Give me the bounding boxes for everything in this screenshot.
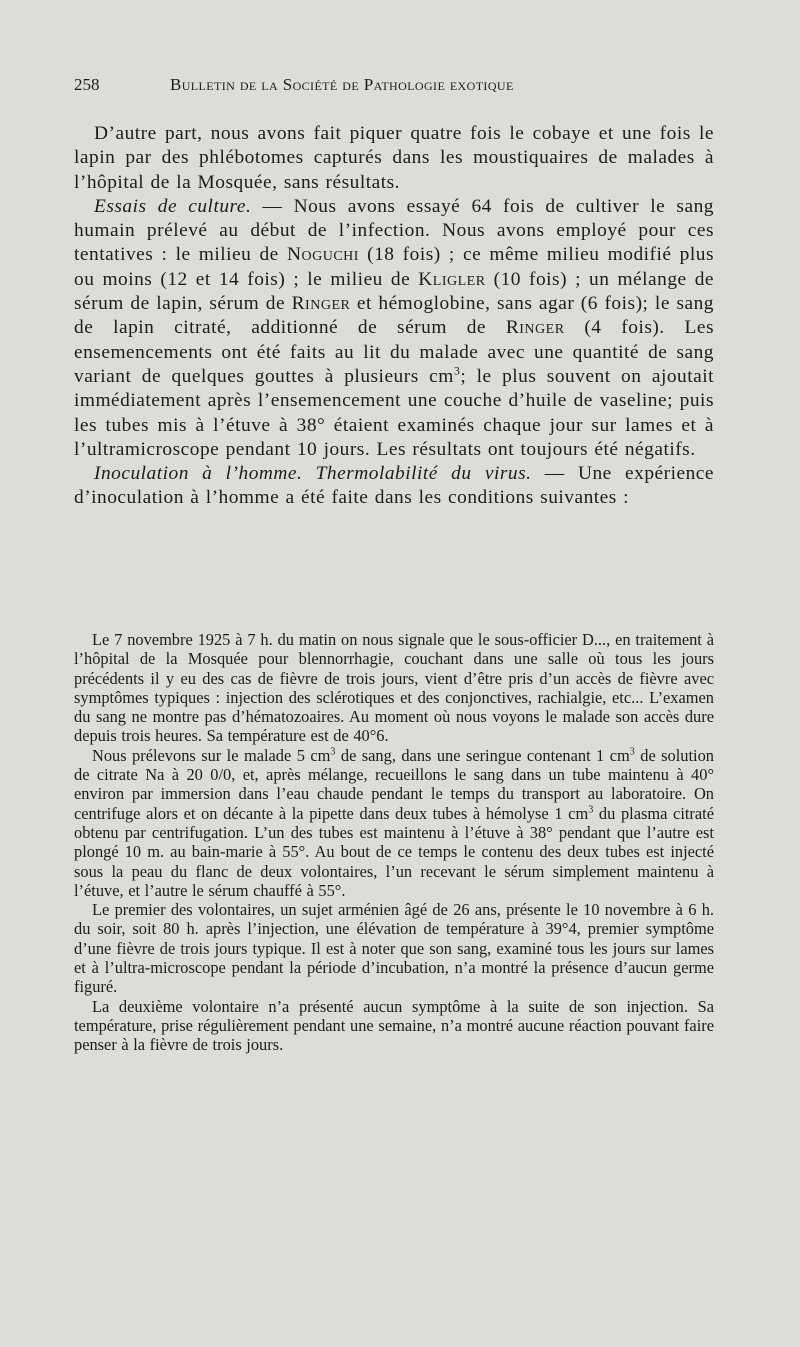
case-paragraph [74, 746, 714, 900]
case-paragraph: Le premier des volontaires, un sujet arménien âgé de 26 ans, présente le 10 novembre à 6 h. du soir, soit 80 h. après l’injection, une élévation de température à 39°4, premier symptôme d’une fièvre de trois jours typique. Il est à noter que son sang, examiné tous les jours sur lames et à l’ultra-microscope pendant la période d’incubation, n’a montré la présence d’aucun germe figuré. [74, 900, 714, 997]
paragraph-text: et hémoglobine, sans agar (6 fois); le sang de lapin citraté, additionné de sérum de [74, 293, 714, 339]
section-heading-culture: Essais de culture. [94, 195, 252, 217]
paragraph-text: (18 fois) ; ce même milieu modifié plus ou moins (12 et 14 fois) ; le milieu de [74, 244, 714, 290]
paragraph-text: D’autre part, nous avons fait piquer quatre fois le cobaye et une fois le lapin par des phlébotomes capturés dans les moustiquaires de malades à l’hôpital de la Mosquée, sans résultats. [74, 123, 714, 193]
paragraph-culture-trials [74, 195, 714, 462]
paragraph-text: (10 fois) ; un mélange de sérum de lapin, sérum de [74, 268, 714, 315]
section-heading-inoculation: Inoculation à l’homme. Thermolabilité du virus. [94, 463, 532, 485]
main-text [74, 122, 714, 511]
paragraph-text: de solution de citrate Na à 20 0/0, et, après mélange, recueillons le sang dans un tube maintenu à 40° environ par immersion dans l’eau chaude pendant le temps du transport au laboratoire. On centrifuge alors et on décante à la pipette dans deux tubes à hémolyse 1 cm [74, 745, 714, 823]
superscript: 3 [330, 746, 336, 758]
case-report [74, 630, 714, 1055]
paragraph-text: de sang, dans une seringue contenant 1 cm [335, 745, 630, 765]
case-paragraph: La deuxième volontaire n’a présenté aucun symptôme à la suite de son injection. Sa température, prise régulièrement pendant une semaine, n’a montré aucune réaction pouvant faire penser à la fièvre de trois jours. [74, 996, 714, 1055]
author-name: Noguchi [286, 244, 359, 266]
author-name: Ringer [291, 293, 351, 315]
paragraph-inoculation [74, 462, 714, 511]
paragraph-text: — Une expérience d’inoculation à l’homme a été faite dans les conditions suivantes : [74, 463, 715, 509]
paragraph-text: Nous prélevons sur le malade 5 cm [92, 745, 331, 765]
author-name: Ringer [505, 317, 565, 339]
paragraph-text: du plasma citraté obtenu par centrifugation. L’un des tubes est maintenu à l’étuve à 38° pendant que l’autre est plongé 10 m. au bain-marie à 55°. Au bout de ce temps le contenu des deux tubes est injecté sous la peau du flanc de deux volontaires, l’un recevant le sérum simplement maintenu à l’étuve, et l’autre le sérum chauffé à 55°. [74, 803, 714, 900]
superscript: 3 [588, 804, 594, 816]
paragraph-text: ; le plus souvent on ajoutait immédiatement après l’ensemencement une couche d’huile de vaseline; puis les tubes mis à l’étuve à 38° étaient examinés chaque jour sur lames et à l’ultramicroscope pendant 10 jours. Les résultats ont toujours été négatifs. [74, 365, 714, 460]
page-header [74, 74, 734, 96]
paragraph-phlebotomes [74, 122, 714, 195]
paragraph-text: (4 fois). Les ensemencements ont été faits au lit du malade avec une quantité de sang variant de quelques gouttes à plusieurs cm [74, 317, 714, 387]
superscript: 3 [629, 746, 635, 758]
running-title: Bulletin de la Société de Pathologie exotique [170, 75, 514, 94]
case-paragraph: Le 7 novembre 1925 à 7 h. du matin on nous signale que le sous-officier D..., en traitement à l’hôpital de la Mosquée pour blennorrhagie, couchant dans une salle où tous les jours précédents il y eu des cas de fièvre de trois jours, vient d’être pris d’un accès de fièvre avec symptômes typiques : injection des sclérotiques et des conjonctives, rachialgie, etc... L’examen du sang ne montre pas d’hématozoaires. Au moment où nous voyons le malade son accès dure depuis trois heures. Sa température est de 40°6. [74, 630, 714, 746]
author-name: Kligler [418, 268, 486, 290]
page-number: 258 [74, 75, 100, 94]
superscript: 3 [453, 363, 461, 378]
paragraph-text: — Nous avons essayé 64 fois de cultiver le sang humain prélevé au début de l’infection. Nous avons employé pour ces tentatives : le milieu de [74, 195, 714, 266]
